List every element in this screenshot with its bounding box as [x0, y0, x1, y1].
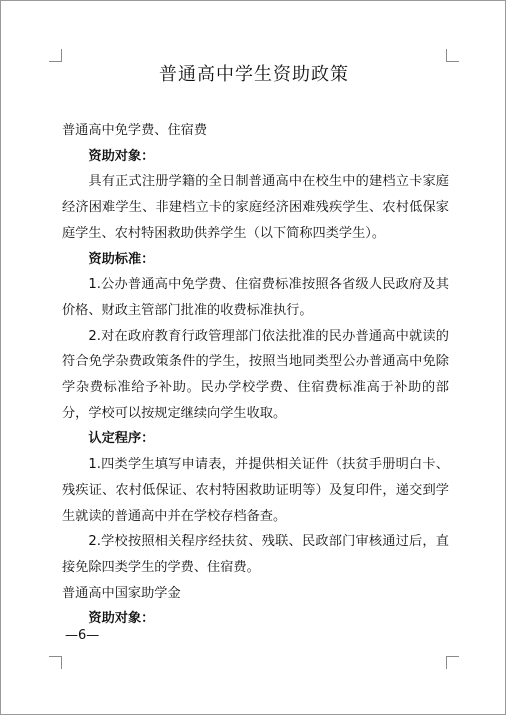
crop-mark-top-left: [49, 49, 62, 62]
crop-mark-bottom-right: [446, 656, 459, 669]
block-label: 认定程序：: [88, 431, 155, 447]
document-body: [62, 118, 449, 632]
paragraph: 2.学校按照相关程序经扶贫、残联、民政部门审核通过后，直接免除四类学生的学费、住宿费。: [62, 534, 449, 575]
section-heading: 普通高中国家助学金: [62, 585, 181, 601]
block-label: 资助标准：: [88, 251, 155, 267]
paragraph: 具有正式注册学籍的全日制普通高中在校生中的建档立卡家庭经济困难学生、非建档立卡的家庭经济困难残疾学生、农村低保家庭学生、农村特困救助供养学生（以下简称四类学生）。: [62, 174, 449, 241]
paragraph: 2.对在政府教育行政管理部门依法批准的民办普通高中就读的符合免学杂费政策条件的学生，按照当地同类型公办普通高中免除学杂费标准给予补助。民办学校学费、住宿费标准高于补助的部分，学校可以按规定继续向学生收取。: [62, 328, 449, 421]
paragraph: 1.公办普通高中免学费、住宿费标准按照各省级人民政府及其价格、财政主管部门批准的收费标准执行。: [62, 277, 449, 318]
page-number: —6—: [65, 628, 100, 643]
document-title: 普通高中学生资助政策: [159, 64, 349, 85]
section-heading: 普通高中免学费、住宿费: [62, 123, 208, 138]
block-label: 资助对象：: [88, 611, 155, 627]
block-label: 资助对象：: [88, 148, 155, 164]
crop-mark-top-right: [446, 49, 459, 62]
paragraph: 1.四类学生填写申请表，并提供相关证件（扶贫手册明白卡、残疾证、农村低保证、农村特困救助证明等）及复印件，递交到学生就读的普通高中并在学校存档备查。: [62, 457, 449, 524]
crop-mark-bottom-left: [49, 656, 62, 669]
